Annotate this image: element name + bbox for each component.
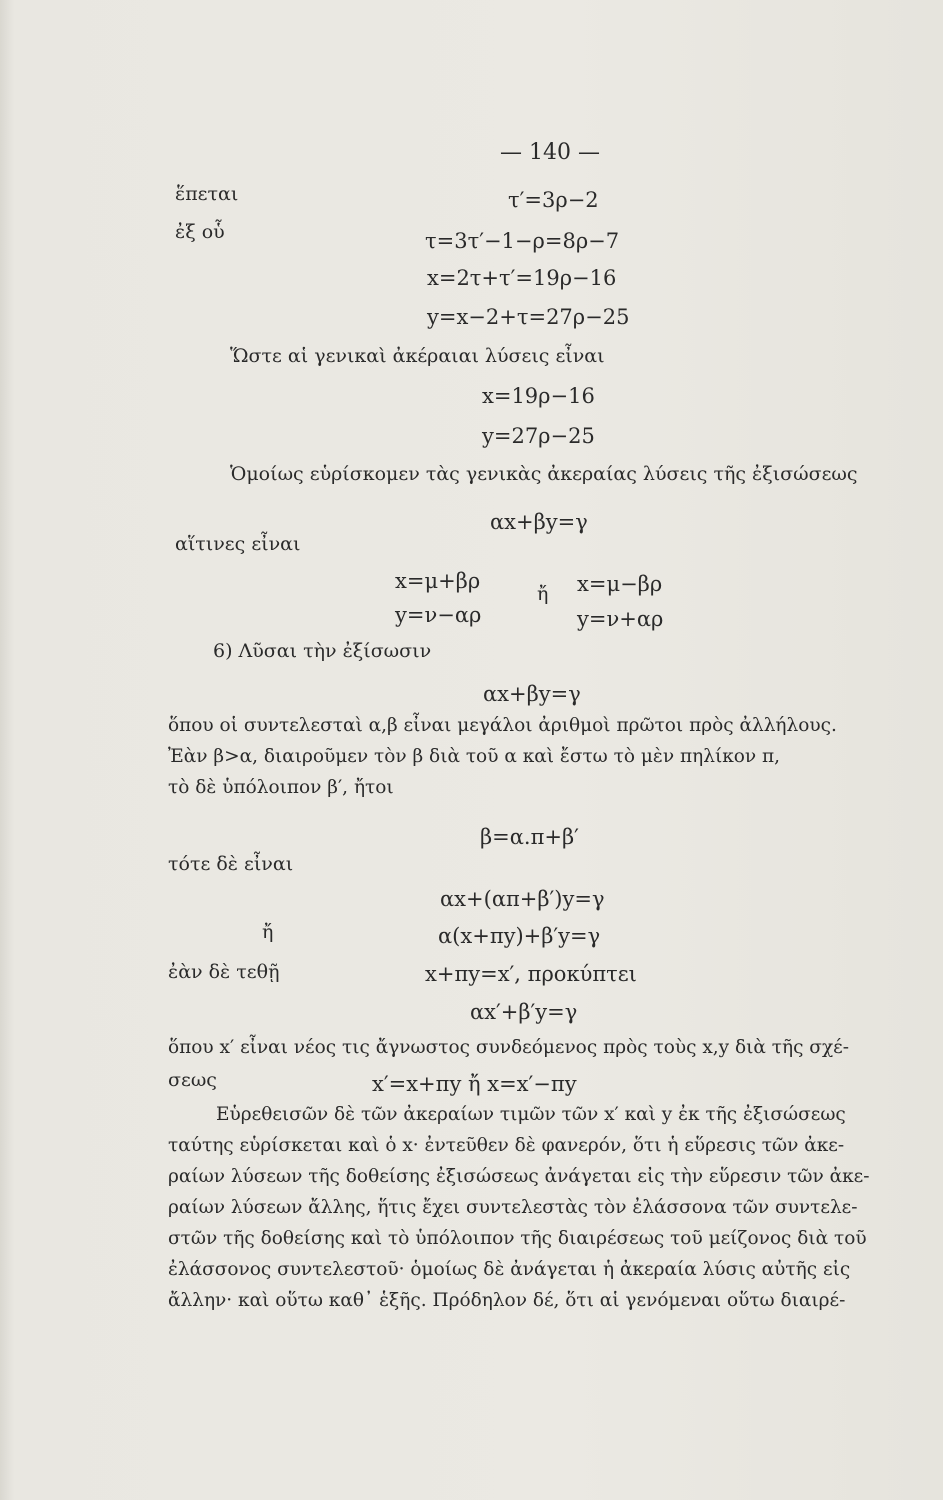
equation-beta: β=α.π+β′: [480, 825, 579, 849]
label-tote: τότε δὲ εἶναι: [168, 853, 294, 875]
paragraph-1-line-3: τὸ δὲ ὑπόλοιπον β′, ἤτοι: [168, 777, 394, 798]
paragraph-2-line-2-label: σεως: [168, 1069, 217, 1091]
page-number: — 140 —: [500, 140, 600, 165]
line-omoiws: Ὁμοίως εὑρίσκομεν τὰς γενικὰς ἀκεραίας λύσεις τῆς ἐξισώσεως: [230, 463, 858, 485]
equation-t: τ=3τ′−1−ρ=8ρ−7: [425, 229, 620, 253]
paragraph-1-line-1: ὅπου οἱ συντελεσταὶ α,β εἶναι μεγάλοι ἀριθμοὶ πρῶτοι πρὸς ἀλλήλους.: [168, 715, 837, 736]
equation-step-4: αx′+β′y=γ: [470, 1000, 578, 1024]
paragraph-2: [168, 1034, 903, 1061]
equation-step-3: x+πy=x′, προκύπτει: [425, 962, 637, 986]
equation-step-1: αx+(απ+β′)y=γ: [440, 887, 605, 911]
label-ean: ἐὰν δὲ τεθῇ: [168, 961, 280, 983]
paragraph-3-line-6: ἐλάσσονος συντελεστοῦ· ὁμοίως δὲ ἀνάγεται ἡ ἀκεραία λύσις αὐτῆς εἰς: [168, 1259, 851, 1280]
paragraph-3-line-3: ραίων λύσεων τῆς δοθείσης ἐξισώσεως ἀνάγεται εἰς τὴν εὕρεσιν τῶν ἀκε-: [168, 1166, 870, 1187]
paragraph-3-line-4: ραίων λύσεων ἄλλης, ἥτις ἔχει συντελεστὰς τὸν ἐλάσσονα τῶν συντελε-: [168, 1197, 858, 1218]
solution-x-a: x=μ+βρ: [395, 569, 481, 593]
paragraph-2-line-1: ὅπου x′ εἶναι νέος τις ἄγνωστος συνδεόμενος πρὸς τοὺς x,y διὰ τῆς σχέ-: [168, 1037, 849, 1058]
paragraph-3: [168, 1101, 903, 1314]
item-6-heading: 6) Λῦσαι τὴν ἐξίσωσιν: [213, 640, 432, 662]
equation-step-2: α(x+πy)+β′y=γ: [438, 924, 601, 948]
equation-general-2: αx+βy=γ: [483, 682, 581, 706]
label-epetai: ἕπεται: [175, 183, 239, 205]
solution-y-b: y=ν+αρ: [577, 607, 664, 631]
solution-x-b: x=μ−βρ: [577, 572, 663, 596]
equation-relation: x′=x+πy ἤ x=x′−πy: [372, 1072, 577, 1096]
paragraph-3-line-5: στῶν τῆς δοθείσης καὶ τὸ ὑπόλοιπον τῆς διαιρέσεως τοῦ μείζονος διὰ τοῦ: [168, 1228, 867, 1249]
paragraph-1-line-2: Ἐὰν β>α, διαιροῦμεν τὸν β διὰ τοῦ α καὶ ἔστω τὸ μὲν πηλίκον π,: [168, 746, 781, 767]
paragraph-3-line-7: ἄλλην· καὶ οὕτω καθ᾿ ἑξῆς. Πρόδηλον δέ, ὅτι αἱ γενόμεναι οὕτω διαιρέ-: [168, 1290, 846, 1311]
equation-y-2: y=27ρ−25: [482, 424, 595, 448]
equation-t-prime: τ′=3ρ−2: [508, 188, 599, 212]
equation-general: αx+βy=γ: [490, 510, 588, 534]
label-ex-ou: ἐξ οὗ: [175, 221, 225, 243]
paragraph-3-line-2: ταύτης εὑρίσκεται καὶ ὁ x· ἐντεῦθεν δὲ φανερόν, ὅτι ἡ εὕρεσις τῶν ἀκε-: [168, 1135, 845, 1156]
equation-x-1: x=2τ+τ′=19ρ−16: [427, 266, 617, 290]
paragraph-3-line-1: Εὑρεθεισῶν δὲ τῶν ἀκεραίων τιμῶν τῶν x′ καὶ y ἐκ τῆς ἐξισώσεως: [216, 1104, 846, 1125]
line-wste: Ὥστε αἱ γενικαὶ ἀκέραιαι λύσεις εἶναι: [230, 345, 605, 367]
solution-y-a: y=ν−αρ: [395, 603, 482, 627]
equation-y-1: y=x−2+τ=27ρ−25: [427, 305, 630, 329]
label-or-1: ἤ: [537, 583, 549, 605]
paragraph-1: [168, 712, 903, 801]
equation-x-2: x=19ρ−16: [482, 384, 595, 408]
label-aitines: αἵτινες εἶναι: [175, 533, 301, 555]
label-or-2: ἤ: [262, 921, 274, 943]
